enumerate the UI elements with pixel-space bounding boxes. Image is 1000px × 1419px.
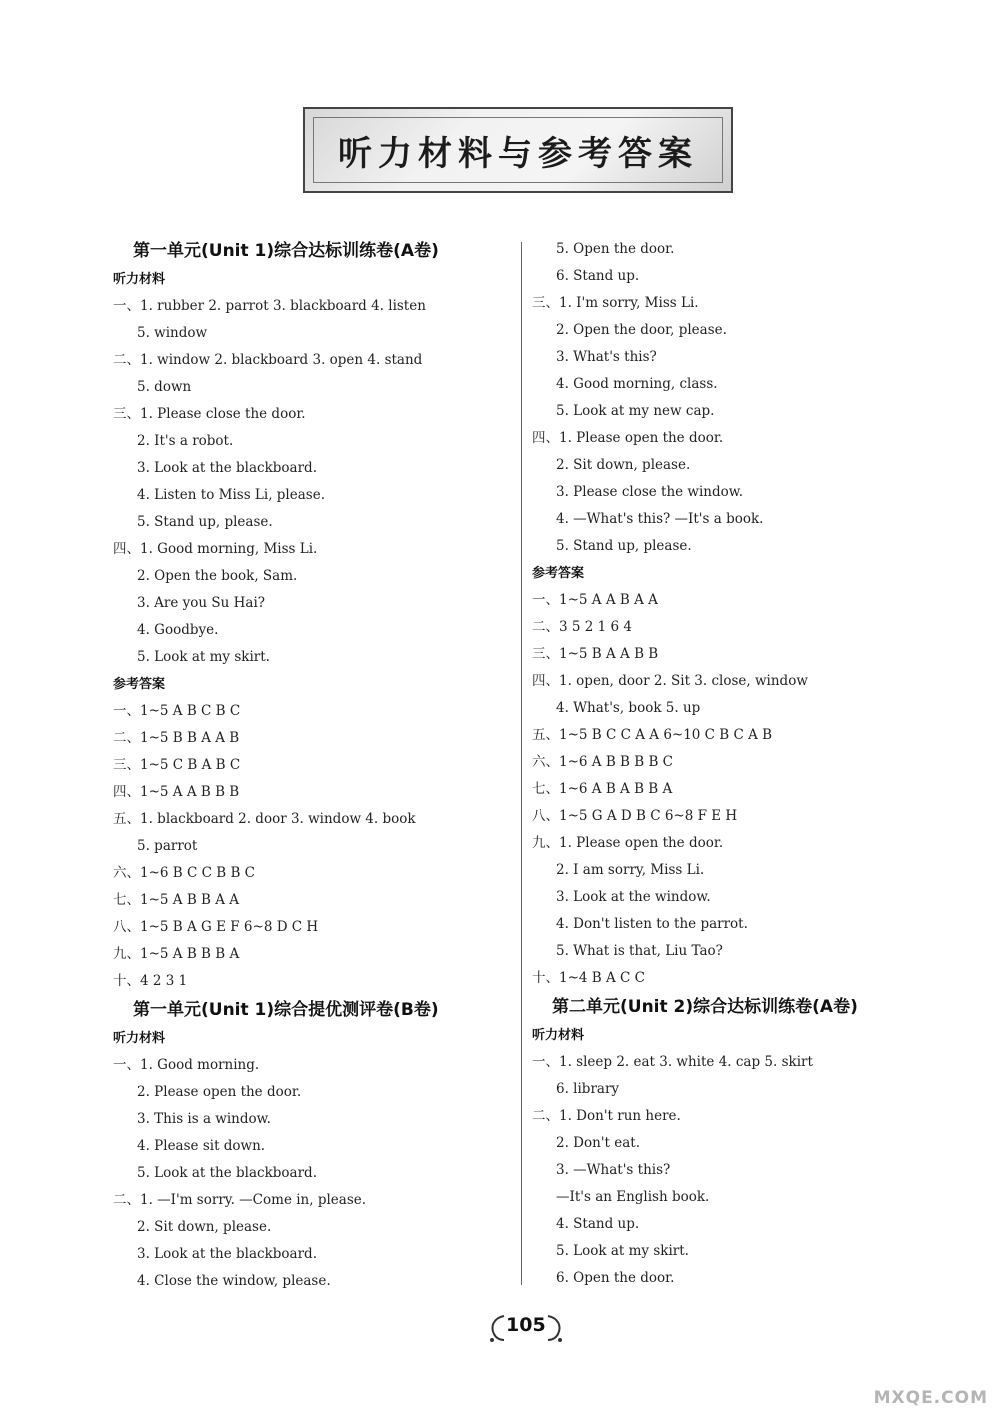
text-line: 6. library <box>556 1081 620 1097</box>
page-number: 105 <box>506 1314 546 1336</box>
answer-line: 八、1~5 B A G E F 6~8 D C H <box>113 919 319 935</box>
answer-line: 十、1~4 B A C C <box>532 970 645 986</box>
text-line: 2. Don't eat. <box>556 1135 640 1151</box>
watermark-text: MXQE.COM <box>873 1388 988 1408</box>
text-line: 三、1. Please close the door. <box>113 406 306 422</box>
text-line: 2. Sit down, please. <box>137 1219 272 1235</box>
text-line: 4. —What's this? —It's a book. <box>556 511 764 527</box>
answer-line: 五、1. blackboard 2. door 3. window 4. book <box>113 811 416 827</box>
text-line: 3. —What's this? <box>556 1162 671 1178</box>
text-line: —It's an English book. <box>556 1189 710 1205</box>
text-line: 5. Look at my skirt. <box>556 1243 689 1259</box>
text-line: 2. Open the door, please. <box>556 322 727 338</box>
answers-label: 参考答案 <box>532 566 585 581</box>
answer-line: 2. I am sorry, Miss Li. <box>556 862 705 878</box>
text-line: 二、1. window 2. blackboard 3. open 4. stand <box>113 352 423 368</box>
answer-line: 四、1~5 A A B B B <box>113 784 240 800</box>
page-number-badge <box>486 1306 566 1350</box>
text-line: 三、1. I'm sorry, Miss Li. <box>532 295 699 311</box>
title-banner <box>303 107 733 193</box>
ornament-icon <box>546 1312 566 1344</box>
text-line: 3. This is a window. <box>137 1111 271 1127</box>
answer-line: 十、4 2 3 1 <box>113 973 188 989</box>
watermark <box>842 1326 992 1412</box>
text-line: 4. Close the window, please. <box>137 1273 331 1289</box>
text-line: 2. Please open the door. <box>137 1084 302 1100</box>
left-column <box>113 236 513 1295</box>
answer-line: 一、1~5 A A B A A <box>532 592 658 608</box>
answer-line: 三、1~5 B A A B B <box>532 646 659 662</box>
listening-label: 听力材料 <box>113 272 166 287</box>
title-banner-inner <box>313 117 723 183</box>
page-title: 听力材料与参考答案 <box>338 133 698 174</box>
answer-line: 五、1~5 B C C A A 6~10 C B C A B <box>532 727 773 743</box>
text-line: 4. Please sit down. <box>137 1138 266 1154</box>
text-line: 4. Listen to Miss Li, please. <box>137 487 325 503</box>
text-line: 3. What's this? <box>556 349 657 365</box>
column-divider <box>521 242 522 1285</box>
text-line: 4. Good morning, class. <box>556 376 718 392</box>
listening-label: 听力材料 <box>113 1031 166 1046</box>
answer-line: 七、1~5 A B B A A <box>113 892 240 908</box>
answer-line: 九、1. Please open the door. <box>532 835 724 851</box>
answer-line: 六、1~6 B C C B B C <box>113 865 255 881</box>
answer-line: 二、3 5 2 1 6 4 <box>532 619 632 635</box>
text-line: 3. Are you Su Hai? <box>137 595 266 611</box>
text-line: 3. Look at the blackboard. <box>137 460 317 476</box>
answer-line: 八、1~5 G A D B C 6~8 F E H <box>532 808 738 824</box>
answer-line: 七、1~6 A B A B B A <box>532 781 673 797</box>
text-line: 一、1. Good morning. <box>113 1057 260 1073</box>
answer-line: 二、1~5 B B A A B <box>113 730 240 746</box>
section-heading-unit2-a: 第二单元(Unit 2)综合达标训练卷(A卷) <box>552 997 858 1017</box>
text-line: 6. Open the door. <box>556 1270 675 1286</box>
answer-line: 5. parrot <box>137 838 198 854</box>
answer-line: 九、1~5 A B B B A <box>113 946 240 962</box>
text-line: 2. Open the book, Sam. <box>137 568 298 584</box>
text-line: 5. Stand up, please. <box>556 538 692 554</box>
answer-line: 三、1~5 C B A B C <box>113 757 241 773</box>
listening-label: 听力材料 <box>532 1028 585 1043</box>
section-heading-unit1-a: 第一单元(Unit 1)综合达标训练卷(A卷) <box>133 241 439 261</box>
answer-line: 4. What's, book 5. up <box>556 700 701 716</box>
text-line: 3. Look at the blackboard. <box>137 1246 317 1262</box>
text-line: 5. Look at my skirt. <box>137 649 270 665</box>
text-line: 4. Stand up. <box>556 1216 640 1232</box>
text-line: 四、1. Please open the door. <box>532 430 724 446</box>
text-line: 5. Look at my new cap. <box>556 403 715 419</box>
answer-line: 5. What is that, Liu Tao? <box>556 943 723 959</box>
answers-label: 参考答案 <box>113 677 166 692</box>
answer-line: 3. Look at the window. <box>556 889 711 905</box>
answer-line: 一、1~5 A B C B C <box>113 703 241 719</box>
text-line: 5. Open the door. <box>556 241 675 257</box>
text-line: 四、1. Good morning, Miss Li. <box>113 541 318 557</box>
text-line: 2. It's a robot. <box>137 433 234 449</box>
text-line: 6. Stand up. <box>556 268 640 284</box>
text-line: 二、1. —I'm sorry. —Come in, please. <box>113 1192 367 1208</box>
text-line: 5. down <box>137 379 192 395</box>
answer-line: 4. Don't listen to the parrot. <box>556 916 748 932</box>
answer-line: 六、1~6 A B B B B C <box>532 754 673 770</box>
right-column <box>532 236 932 1292</box>
text-line: 二、1. Don't run here. <box>532 1108 681 1124</box>
answer-line: 四、1. open, door 2. Sit 3. close, window <box>532 673 808 689</box>
text-line: 2. Sit down, please. <box>556 457 691 473</box>
text-line: 4. Goodbye. <box>137 622 219 638</box>
text-line: 5. window <box>137 325 208 341</box>
text-line: 一、1. sleep 2. eat 3. white 4. cap 5. skirt <box>532 1054 813 1070</box>
text-line: 一、1. rubber 2. parrot 3. blackboard 4. listen <box>113 298 426 314</box>
ornament-icon <box>486 1312 506 1344</box>
section-heading-unit1-b: 第一单元(Unit 1)综合提优测评卷(B卷) <box>133 1000 439 1020</box>
text-line: 3. Please close the window. <box>556 484 744 500</box>
text-line: 5. Stand up, please. <box>137 514 273 530</box>
text-line: 5. Look at the blackboard. <box>137 1165 317 1181</box>
